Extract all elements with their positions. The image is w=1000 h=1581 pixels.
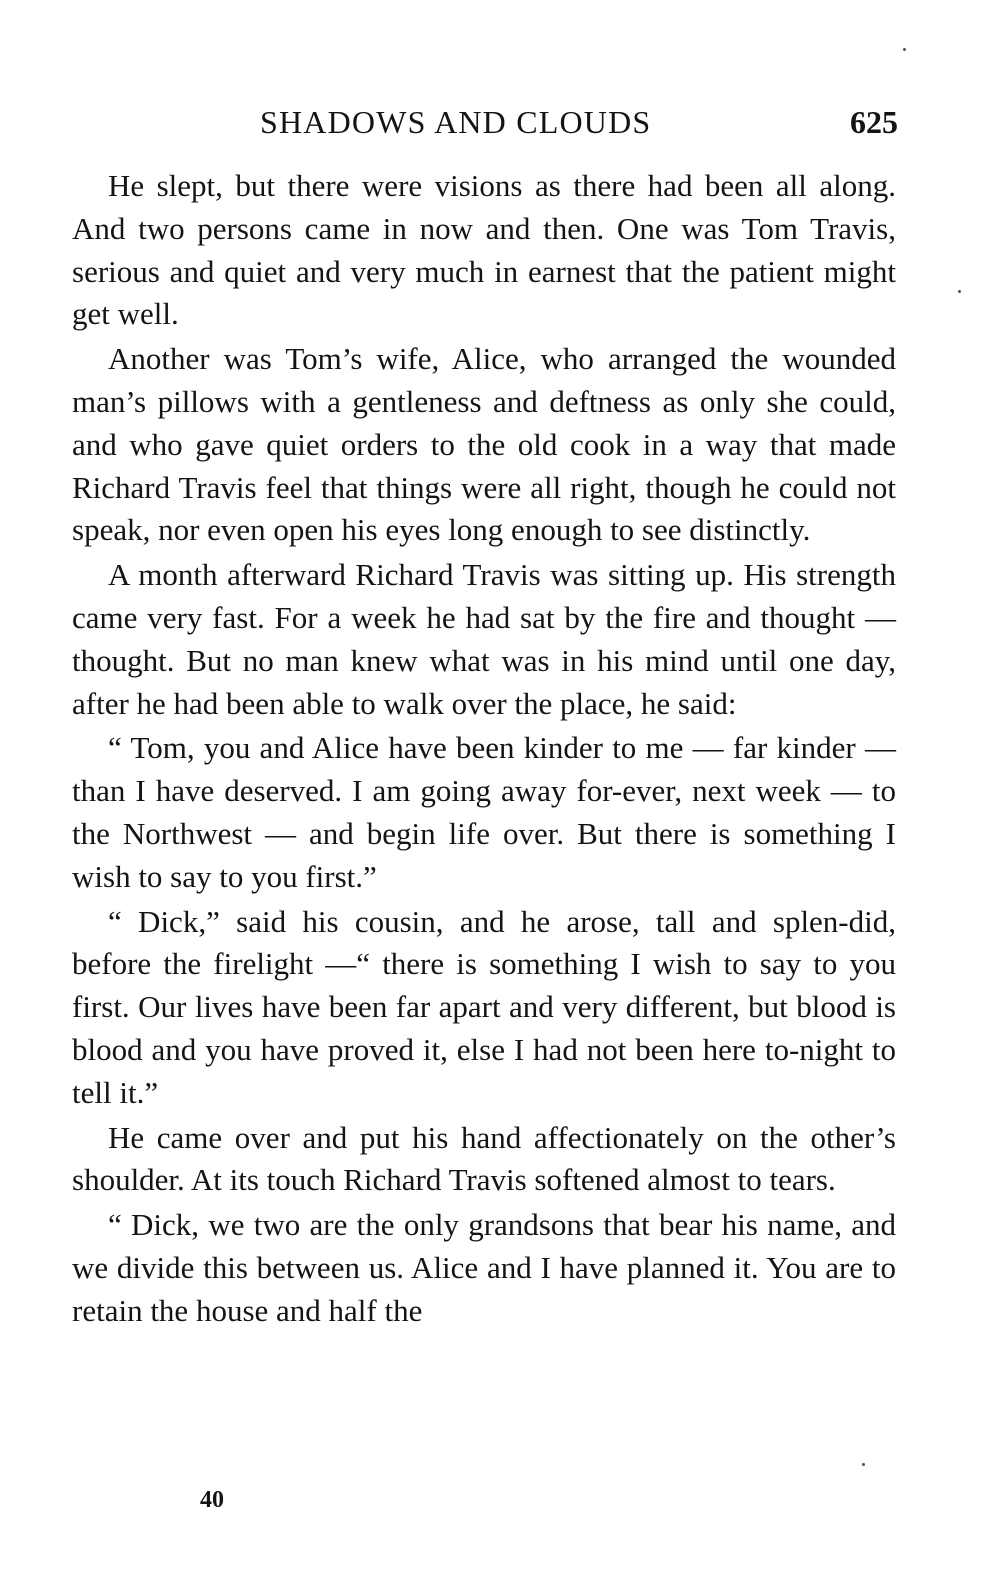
body-text [72,165,896,1335]
paragraph-2: Another was Tom’s wife, Alice, who arranged the wounded man’s pillows with a gentleness and deftness as only she could, and who gave quiet orders to the old cook in a way that made Richard Travis feel that things were all right, though he could not speak, nor even open his eyes long enough to see distinctly. [72,341,896,548]
paragraph-6: He came over and put his hand affectionately on the other’s shoulder. At its touch Richard Travis softened almost to tears. [72,1119,896,1198]
scan-speck [862,1463,865,1466]
paragraph-3: A month afterward Richard Travis was sitting up. His strength came very fast. For a week he had sat by the fire and thought — thought. But no man knew what was in his mind until one day, after he had been able to walk over the place, he said: [72,557,896,721]
paragraph-7: “ Dick, we two are the only grandsons that bear his name, and we divide this between us. Alice and I have planned it. You are to retain the house and half the [72,1207,896,1328]
running-title: SHADOWS AND CLOUDS [260,104,652,140]
scan-speck [903,48,906,51]
paragraph-1: He slept, but there were visions as there had been all along. And two persons came in now and then. One was Tom Travis, serious and quiet and very much in earnest that the patient might get well. [72,168,896,332]
running-head [72,100,898,144]
paragraph-4: “ Tom, you and Alice have been kinder to me — far kinder — than I have deserved. I am going away for-ever, next week — to the Northwest — and begin life over. But there is something I wish to say to you first.” [72,730,896,894]
page-number: 625 [850,104,898,140]
paragraph-5: “ Dick,” said his cousin, and he arose, tall and splen-did, before the firelight —“ there is something I wish to say to you first. Our lives have been far apart and very different, but blood is blood and you have proved it, else I had not been here to-night to tell it.” [72,903,896,1110]
signature-mark: 40 [200,1487,224,1513]
scan-speck [958,290,961,293]
